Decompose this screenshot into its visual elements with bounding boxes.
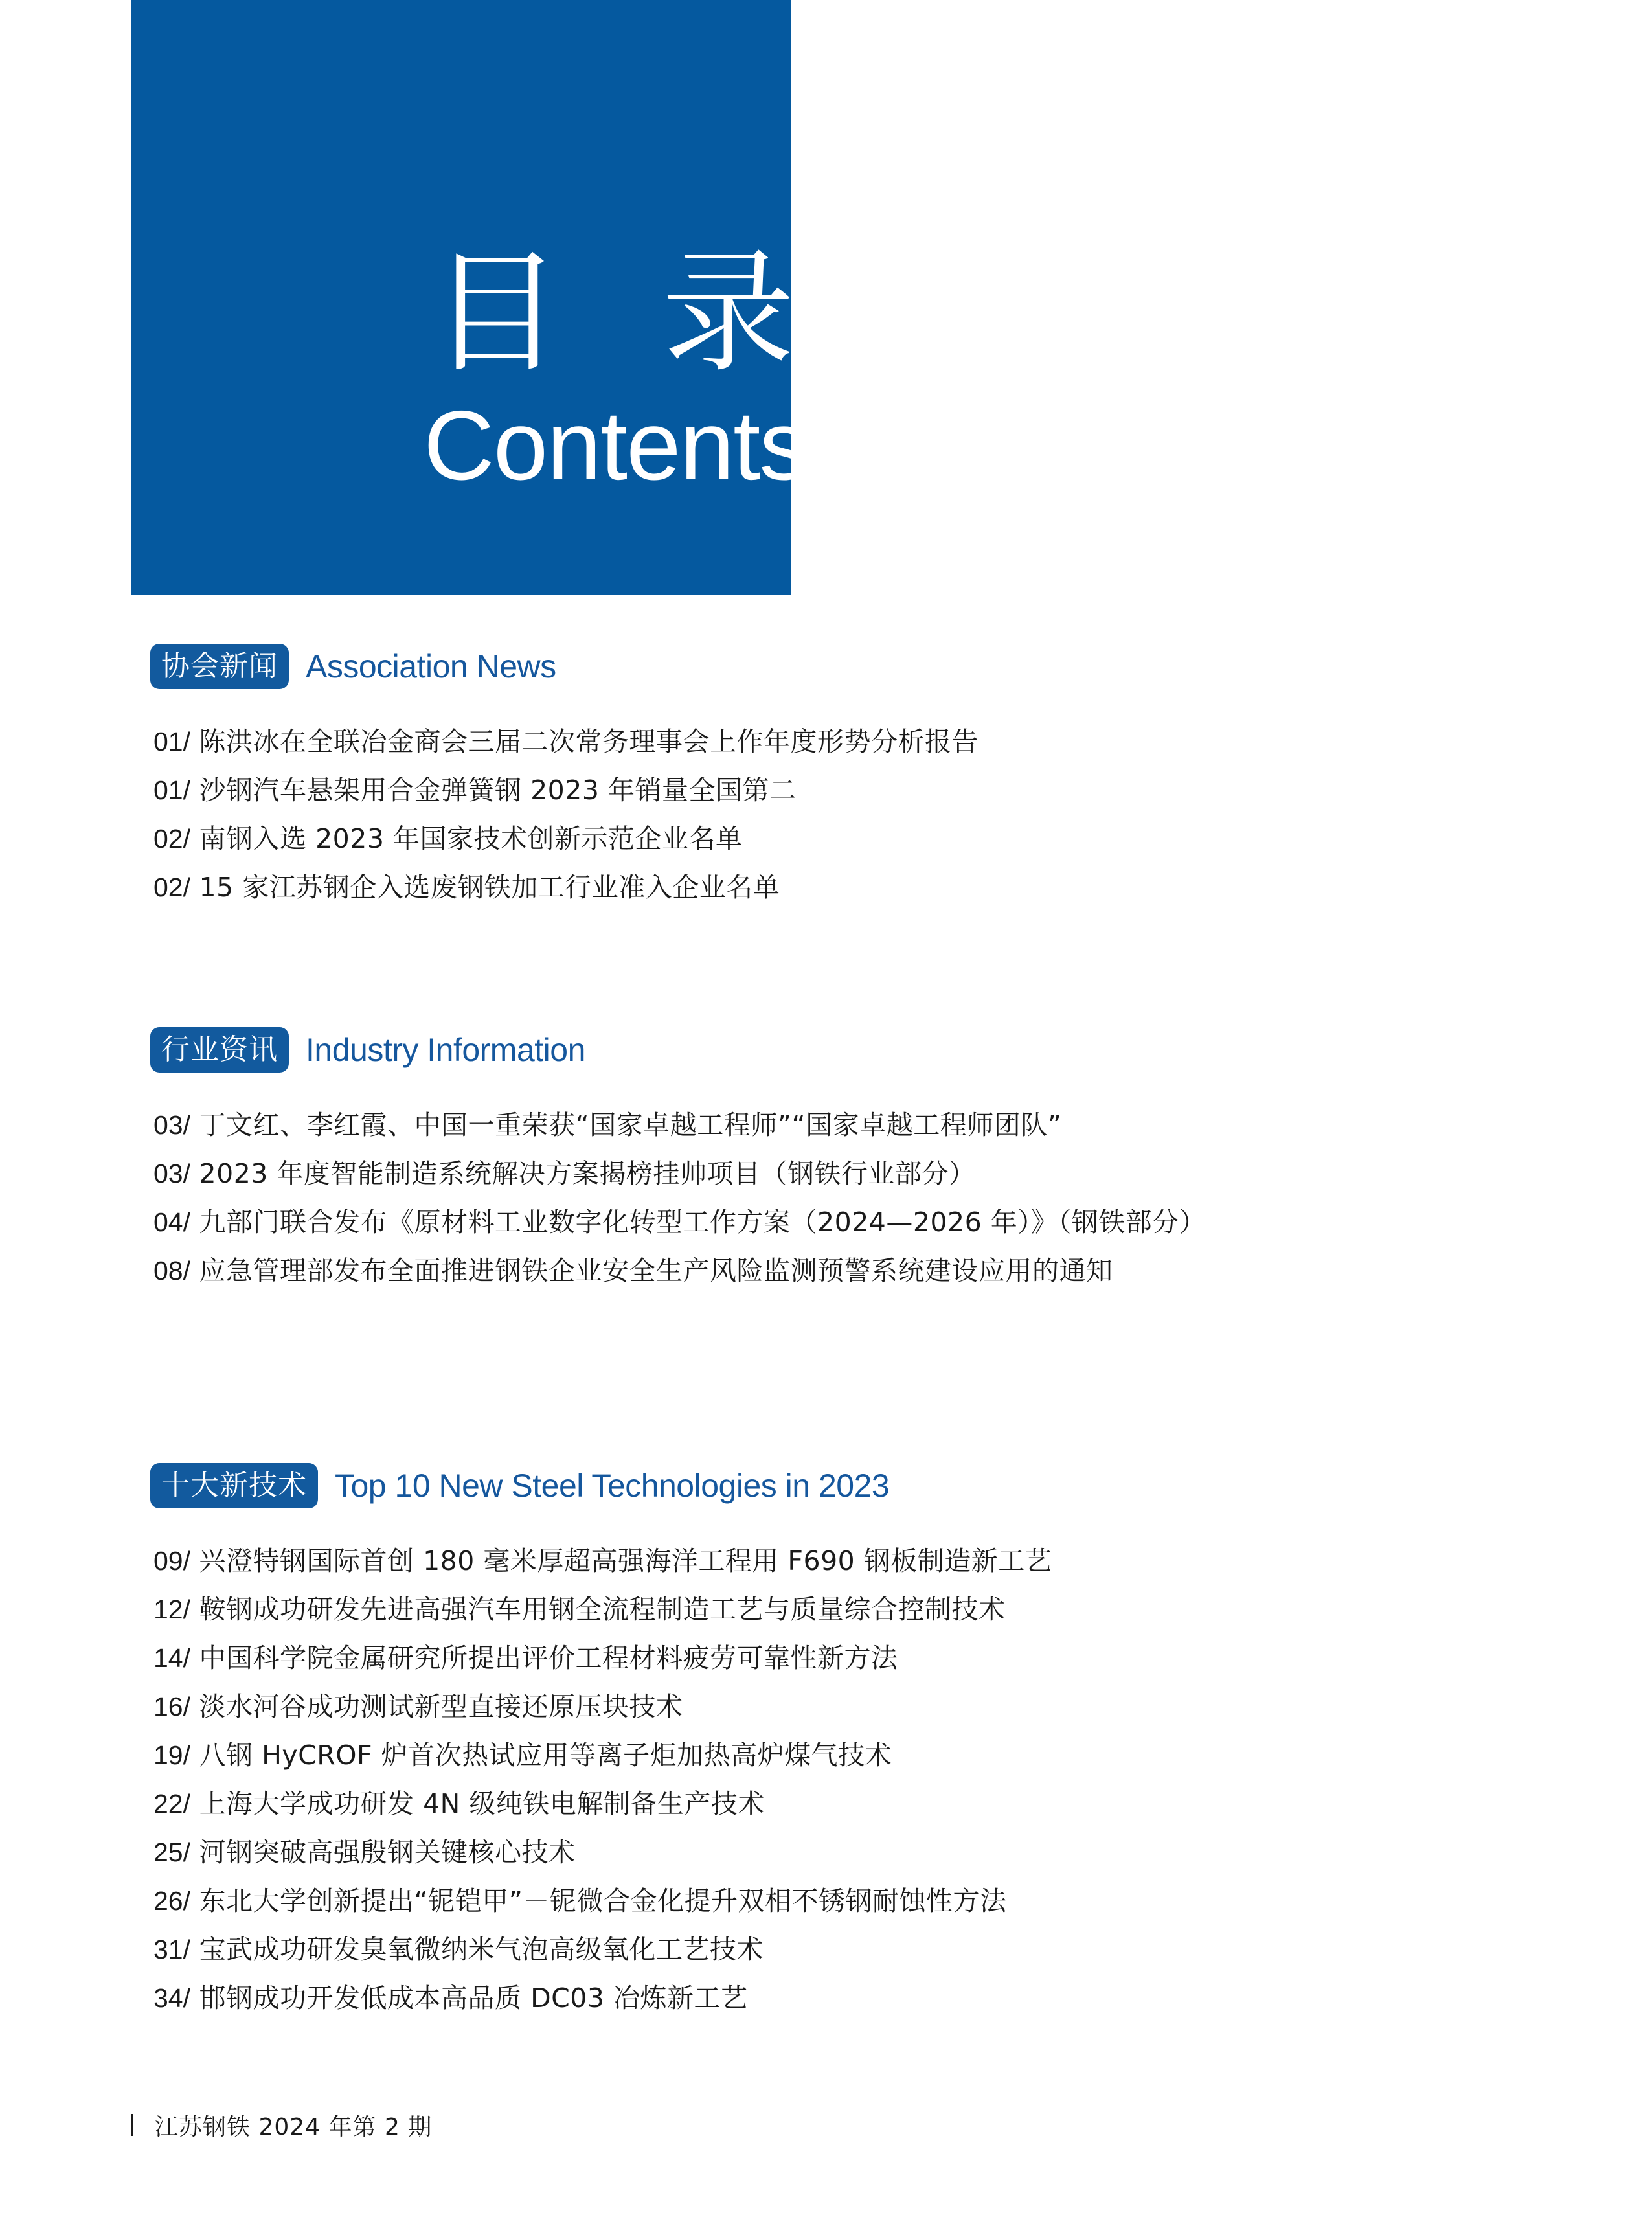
toc-entry-title: 丁文红、李红霞、中国一重荣获“国家卓越工程师”“国家卓越工程师团队”	[199, 1109, 1062, 1141]
toc-entry-page: 12/	[153, 1595, 190, 1624]
toc-entry-page: 02/	[153, 824, 190, 854]
toc-entry[interactable]	[153, 718, 1652, 766]
toc-list	[153, 1537, 1652, 2023]
toc-entry-title: 宝武成功研发臭氧微纳米气泡高级氧化工艺技术	[199, 1934, 764, 1965]
toc-entry-page: 01/	[153, 775, 190, 805]
toc-entry[interactable]	[153, 1247, 1652, 1295]
section-title-en: Association News	[306, 648, 556, 685]
toc-entry[interactable]	[153, 1537, 1652, 1585]
toc-list	[153, 1101, 1652, 1295]
section-badge[interactable]: 协会新闻	[150, 644, 289, 689]
masthead-block	[131, 0, 824, 595]
toc-entry-page: 31/	[153, 1935, 190, 1964]
section-title-en: Industry Information	[306, 1032, 585, 1068]
toc-entry-page: 04/	[153, 1207, 190, 1237]
footer-rule-icon	[131, 2114, 133, 2136]
toc-section	[0, 639, 1652, 912]
toc-entry-page: 26/	[153, 1886, 190, 1916]
toc-entry-page: 01/	[153, 727, 190, 756]
toc-entry[interactable]	[153, 1585, 1652, 1634]
toc-entry-title: 鞍钢成功研发先进高强汽车用钢全流程制造工艺与质量综合控制技术	[199, 1594, 1006, 1625]
toc-entry[interactable]	[153, 1925, 1652, 1974]
toc-list	[153, 718, 1652, 912]
toc-entry-page: 25/	[153, 1837, 190, 1867]
toc-entry-page: 03/	[153, 1110, 190, 1140]
toc-entry-title: 兴澄特钢国际首创 180 毫米厚超高强海洋工程用 F690 钢板制造新工艺	[199, 1545, 1052, 1576]
toc-entry-title: 淡水河谷成功测试新型直接还原压块技术	[199, 1691, 683, 1722]
toc-entry[interactable]	[153, 766, 1652, 815]
toc-section	[0, 1022, 1652, 1295]
toc-entry[interactable]	[153, 1101, 1652, 1150]
toc-entry-title: 南钢入选 2023 年国家技术创新示范企业名单	[199, 823, 743, 854]
toc-entry-title: 陈洪冰在全联冶金商会三届二次常务理事会上作年度形势分析报告	[199, 726, 979, 757]
section-badge[interactable]: 十大新技术	[150, 1463, 318, 1508]
page-title-en: Contents	[424, 391, 808, 501]
toc-entry[interactable]	[153, 1974, 1652, 2023]
toc-entry-page: 08/	[153, 1256, 190, 1286]
page-title-cn: 目 录	[430, 236, 824, 391]
section-header	[150, 1458, 1652, 1514]
toc-entry-title: 中国科学院金属研究所提出评价工程材料疲劳可靠性新方法	[199, 1642, 898, 1674]
toc-entry-title: 邯钢成功开发低成本高品质 DC03 冶炼新工艺	[199, 1982, 748, 2014]
toc-entry-title: 应急管理部发布全面推进钢铁企业安全生产风险监测预警系统建设应用的通知	[199, 1255, 1113, 1286]
toc-entry[interactable]	[153, 1877, 1652, 1925]
section-title-en: Top 10 New Steel Technologies in 2023	[335, 1468, 890, 1504]
toc-entry[interactable]	[153, 1780, 1652, 1828]
toc-entry[interactable]	[153, 1731, 1652, 1780]
toc-entry-page: 16/	[153, 1692, 190, 1721]
toc-entry[interactable]	[153, 1828, 1652, 1877]
toc-entry-title: 九部门联合发布《原材料工业数字化转型工作方案（2024—2026 年）》（钢铁部分）	[199, 1207, 1206, 1238]
toc-entry-title: 河钢突破高强殷钢关键核心技术	[199, 1837, 576, 1868]
toc-entry-page: 22/	[153, 1789, 190, 1819]
toc-entry-title: 2023 年度智能制造系统解决方案揭榜挂帅项目（钢铁行业部分）	[199, 1158, 976, 1189]
toc-entry[interactable]	[153, 815, 1652, 863]
toc-entry-title: 东北大学创新提出“铌铠甲”－铌微合金化提升双相不锈钢耐蚀性方法	[199, 1885, 1007, 1916]
toc-entry[interactable]	[153, 1634, 1652, 1683]
toc-entry-title: 八钢 HyCROF 炉首次热试应用等离子炬加热高炉煤气技术	[199, 1740, 892, 1771]
toc-entry-page: 03/	[153, 1159, 190, 1188]
toc-entry[interactable]	[153, 1198, 1652, 1247]
toc-entry-page: 19/	[153, 1740, 190, 1770]
toc-entry-title: 15 家江苏钢企入选废钢铁加工行业准入企业名单	[199, 872, 780, 903]
section-header	[150, 639, 1652, 694]
toc-entry[interactable]	[153, 863, 1652, 912]
toc-entry[interactable]	[153, 1683, 1652, 1731]
page-footer	[131, 2113, 432, 2139]
toc-entry-title: 沙钢汽车悬架用合金弹簧钢 2023 年销量全国第二	[199, 775, 797, 806]
footer-label: 江苏钢铁 2024 年第 2 期	[155, 2114, 433, 2141]
toc-section	[0, 1458, 1652, 2023]
toc-entry-page: 09/	[153, 1546, 190, 1576]
toc-entry[interactable]	[153, 1150, 1652, 1198]
toc-entry-page: 14/	[153, 1643, 190, 1673]
toc-entry-title: 上海大学成功研发 4N 级纯铁电解制备生产技术	[199, 1788, 765, 1819]
toc-entry-page: 02/	[153, 872, 190, 902]
section-badge[interactable]: 行业资讯	[150, 1027, 289, 1073]
section-header	[150, 1022, 1652, 1078]
toc-entry-page: 34/	[153, 1983, 190, 2013]
